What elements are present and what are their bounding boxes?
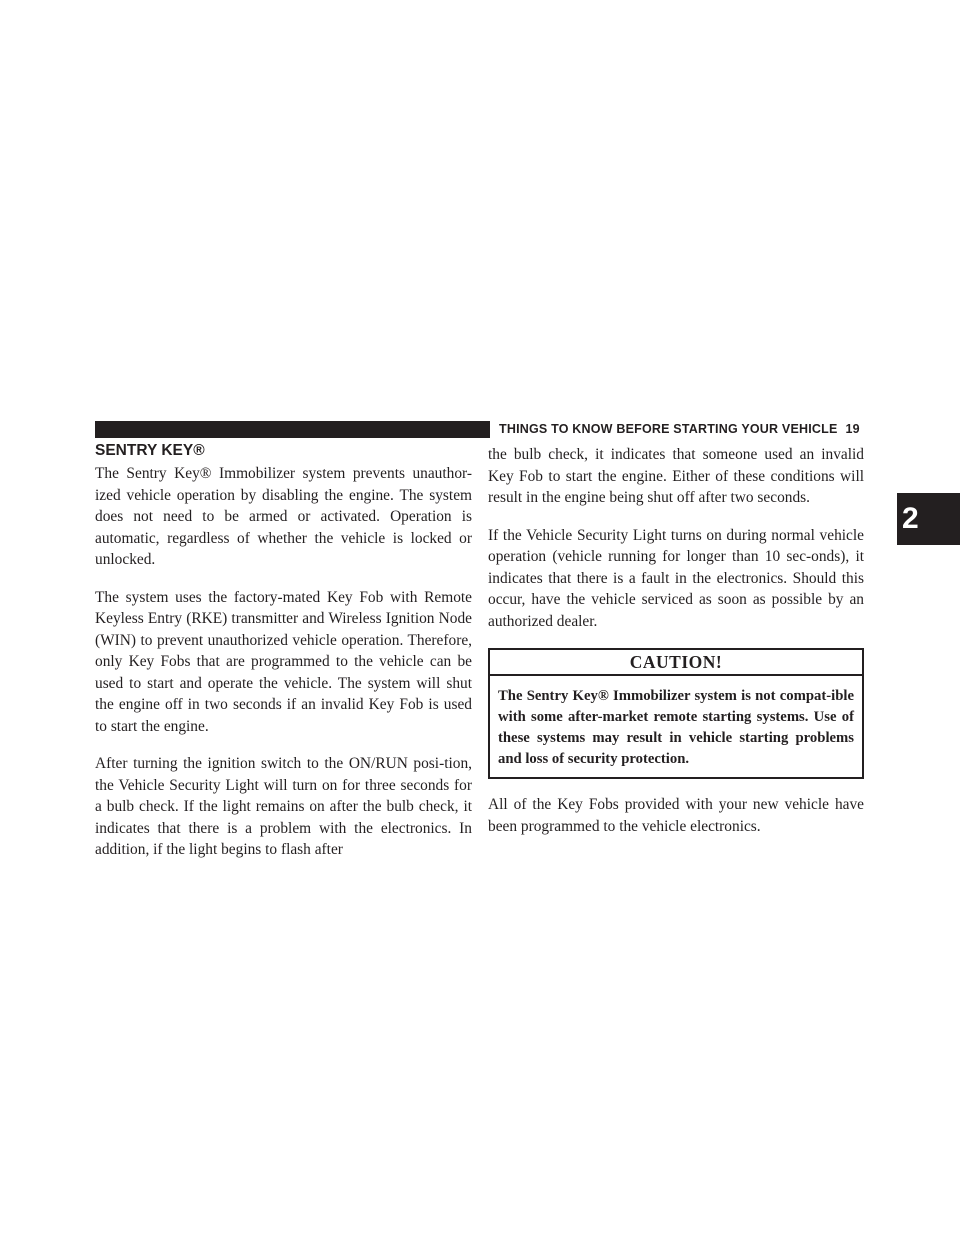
caution-text: The Sentry Key® Immobilizer system is not compat-ible with some after-market remote starting systems. Use of these systems may result in vehicle starting problems and loss of security protection. (498, 688, 854, 767)
section-heading: SENTRY KEY® (95, 442, 205, 459)
paragraph: The Sentry Key® Immobilizer system prevents unauthor-ized vehicle operation by disabling the engine. The system does not need to be armed or activated. Operation is automatic, regardless of whether the vehicle is locked or unlocked. (95, 465, 472, 568)
paragraph: If the Vehicle Security Light turns on during normal vehicle operation (vehicle running for longer than 10 sec-onds), it indicates that there is a fault in the electronics. Should this occur, have the vehicle serviced as soon as possible by an authorized dealer. (488, 526, 864, 630)
left-column (95, 441, 472, 877)
caution-box (488, 648, 864, 779)
chapter-tab (897, 493, 960, 545)
chapter-number: 2 (902, 502, 919, 535)
running-header-title: THINGS TO KNOW BEFORE STARTING YOUR VEHICLE (499, 422, 838, 436)
caution-title: CAUTION! (490, 650, 862, 676)
paragraph: After turning the ignition switch to the ON/RUN posi-tion, the Vehicle Security Light will turn on for three seconds for a bulb check. If the light remains on after the bulb check, it indicates that there is a problem with the electronics. In addition, if the light begins to flash after (95, 755, 472, 858)
paragraph: The system uses the factory-mated Key Fob with Remote Keyless Entry (RKE) transmitter and Wireless Ignition Node (WIN) to prevent unauthorized vehicle operation. Therefore, only Key Fobs that are programmed to the vehicle can be used to start and operate the vehicle. The system will shut the engine off in two seconds if an invalid Key Fob is used to start the engine. (95, 588, 472, 735)
right-column (488, 444, 864, 853)
running-header (499, 421, 860, 438)
header-rule-bar (95, 421, 490, 438)
closing-paragraph: All of the Key Fobs provided with your new vehicle have been programmed to the vehicle electronics. (488, 796, 864, 835)
paragraph: the bulb check, it indicates that someone used an invalid Key Fob to start the engine. Either of these conditions will result in the engine being shut off after two seconds. (488, 446, 864, 506)
page-number: 19 (845, 422, 860, 436)
